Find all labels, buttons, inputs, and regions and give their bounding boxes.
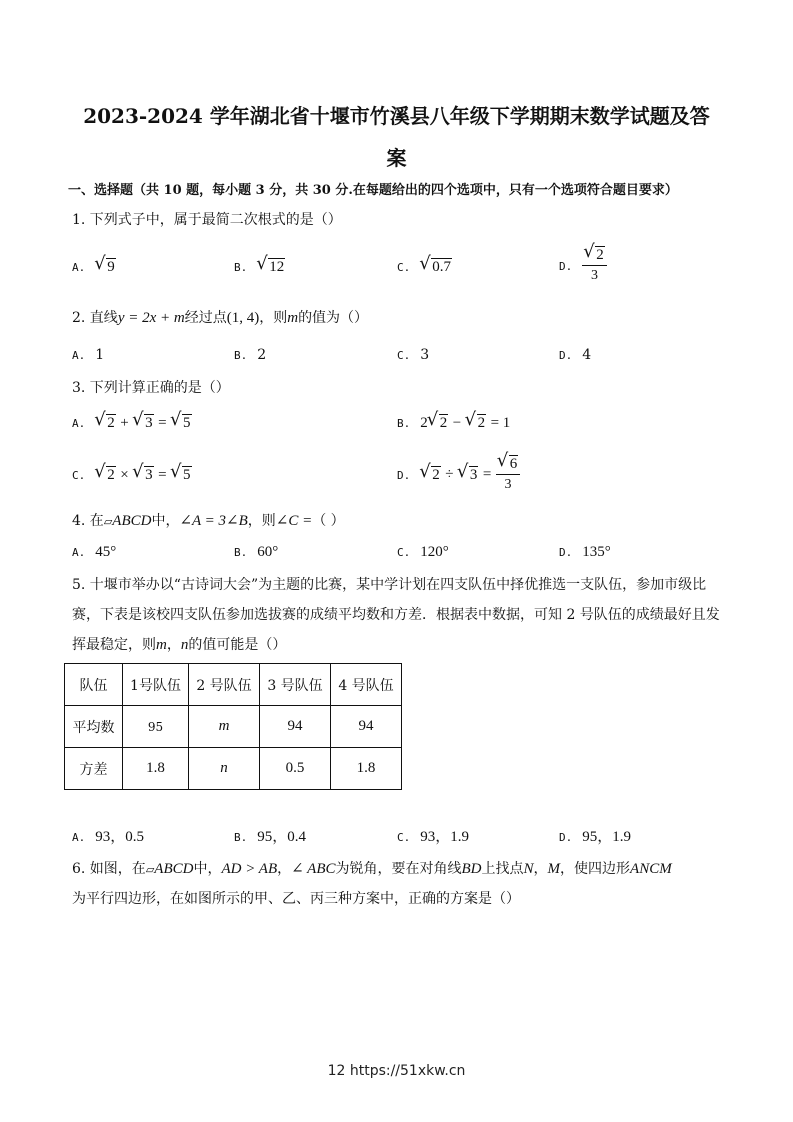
question-5-line2: 赛，下表是该校四支队伍参加选拔赛的成绩平均数和方差．根据表中数据，可知 2 号队伍的成绩最好且发 — [72, 607, 720, 623]
q5-option-b: B. 95，0.4 — [234, 829, 307, 845]
question-4-stem: 4. 在▱ABCD中，∠A = 3∠B，则∠C =（ ） — [72, 513, 345, 529]
q3-option-a: A.√ 2 + √ 3 = √ 5 — [72, 414, 192, 433]
table-row: 平均数 95 m 94 94 — [65, 706, 402, 748]
page-footer: 12 https://51xkw.cn — [327, 1063, 466, 1079]
question-2-stem: 2. 直线y = 2x + m经过点(1, 4)，则m的值为（） — [72, 310, 369, 326]
q5-option-a: A. 93，0.5 — [72, 829, 145, 845]
q3-option-b: B. 2√ 2 − √ 2 = 1 — [397, 414, 510, 433]
question-5-line1: 5. 十堰市举办以“古诗词大会”为主题的比赛，某中学计划在四支队伍中择优推选一支队伍，参加市级比 — [72, 577, 707, 593]
q4-option-a: A. 45° — [72, 544, 117, 560]
q1-option-a: A.√ 9 — [72, 258, 116, 277]
parallelogram-icon: ▱ — [103, 515, 113, 528]
q2-option-a: A. 1 — [72, 347, 105, 363]
q5-option-d: D. 95，1.9 — [559, 829, 632, 845]
question-6-line1: 6. 如图，在▱ABCD中，AD > AB，∠ ABC为锐角，要在对角线BD上找点N，M，使四边形ANCM — [72, 861, 672, 877]
question-5-line3: 挥最稳定，则m，n的值可能是（） — [72, 637, 287, 653]
table-row: 方差 1.8 n 0.5 1.8 — [65, 748, 402, 790]
q4-option-c: C. 120° — [397, 544, 449, 560]
question-6-line2: 为平行四边形，在如图所示的甲、乙、丙三种方案中，正确的方案是（） — [72, 891, 520, 907]
q1-option-d: D. √ $\frac{2}{3}$ — [559, 246, 607, 285]
q3-option-d: D.√ 2 ÷ √ 3 = √ $\frac{6}{3}$ — [397, 455, 520, 494]
q1-option-b: B.√ 12 — [234, 258, 285, 277]
document-title-line2: 案 — [386, 146, 407, 170]
q5-option-c: C. 93，1.9 — [397, 829, 470, 845]
q4-option-b: B. 60° — [234, 544, 279, 560]
q4-option-d: D. 135° — [559, 544, 611, 560]
question-3-stem: 3. 下列计算正确的是（） — [72, 380, 230, 396]
table-row: 队伍 1号队伍 2 号队伍 3 号队伍 4 号队伍 — [65, 664, 402, 706]
q2-option-b: B. 2 — [234, 347, 267, 363]
question-1-stem: 1. 下列式子中，属于最简二次根式的是（） — [72, 212, 342, 228]
parallelogram-icon: ▱ — [145, 863, 155, 876]
section-heading: 一、选择题（共 10 题，每小题 3 分，共 30 分.在每题给出的四个选项中，只有一个选项符合题目要求） — [68, 183, 678, 198]
document-title-line1: 2023-2024 学年湖北省十堰市竹溪县八年级下学期期末数学试题及答 — [83, 104, 710, 128]
q2-option-d: D. 4 — [559, 347, 592, 363]
q2-option-c: C. 3 — [397, 347, 430, 363]
q1-option-c: C.√ 0.7 — [397, 258, 452, 277]
q3-option-c: C.√ 2 × √ 3 = √ 5 — [72, 466, 192, 485]
team-scores-table — [64, 663, 402, 790]
